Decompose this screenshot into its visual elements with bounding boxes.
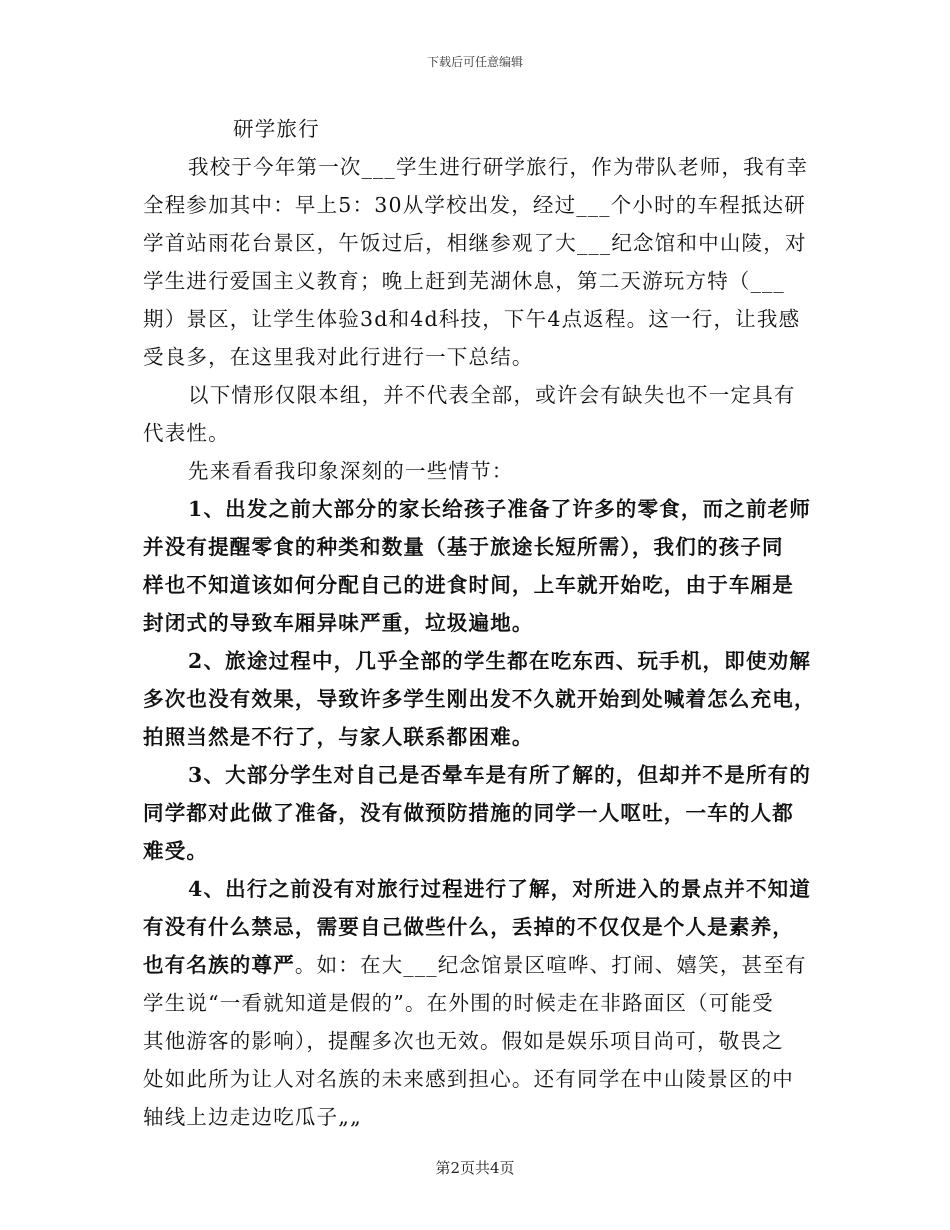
header-note: 下载后可任意编辑 [426, 55, 523, 69]
paragraph-line: 全程参加其中：早上5：30从学校出发，经过___个小时的车程抵达研 [143, 193, 806, 217]
paragraph-line: 样也不知道该如何分配自己的进食时间，上车就开始吃，由于车厢是 [143, 573, 794, 597]
normal-phrase: 。如：在大___纪念馆景区喧哗、打闹、嬉笑，甚至有 [294, 953, 807, 977]
document-body [143, 110, 815, 1136]
paragraph-line: 4、出行之前没有对旅行过程进行了解，对所进入的景点并不知道 [188, 877, 812, 901]
paragraph [143, 452, 815, 490]
paragraph-line: 2、旅途过程中，几乎全部的学生都在吃东西、玩手机，即使劝解 [188, 649, 812, 673]
paragraph [143, 148, 815, 376]
paragraph-line: 有没有什么禁忌，需要自己做些什么，丢掉的不仅仅是个人是素养， [143, 915, 794, 939]
document-title [143, 110, 815, 148]
paragraph-line: 难受。 [143, 839, 209, 863]
paragraph-line: 拍照当然是不行了，与家人联系都困难。 [143, 725, 534, 749]
paragraph-line: 学生进行爱国主义教育；晚上赶到芜湖休息，第二天游玩方特（___ [143, 269, 785, 293]
page-footer: 第2页共4页 [435, 1159, 515, 1177]
paragraph-line: 多次也没有效果，导致许多学生刚出发不久就开始到处喊着怎么充电， [143, 687, 816, 711]
paragraph-4 [143, 870, 815, 1136]
paragraph-line: 3、大部分学生对自己是否晕车是有所了解的，但却并不是所有的 [188, 763, 812, 787]
paragraph-line: 并没有提醒零食的种类和数量（基于旅途长短所需），我们的孩子同 [143, 535, 784, 559]
paragraph-line: 我校于今年第一次___学生进行研学旅行，作为带队老师，我有幸 [188, 155, 809, 179]
paragraph-line: 代表性。 [143, 421, 230, 445]
paragraph-line: 学首站雨花台景区，午饭过后，相继参观了大___纪念馆和中山陵，对 [143, 231, 807, 255]
paragraph-line: 以下情形仅限本组，并不代表全部，或许会有缺失也不一定具有 [188, 383, 796, 407]
paragraph [143, 756, 815, 870]
paragraph-list [143, 148, 815, 870]
paragraph-line: 其他游客的影响），提醒多次也无效。假如是娱乐项目尚可，敬畏之 [143, 1029, 784, 1053]
paragraph [143, 376, 815, 452]
paragraph-line: 轴线上边走边吃瓜子„„ [143, 1105, 362, 1129]
paragraph-line: 期）景区，让学生体验3d和4d科技，下午4点返程。这一行，让我感 [143, 307, 801, 331]
bold-phrase: 也有名族的尊严 [143, 953, 295, 977]
paragraph-line: 同学都对此做了准备，没有做预防措施的同学一人呕吐，一车的人都 [143, 801, 794, 825]
paragraph-line [143, 946, 815, 984]
paragraph-line: 1、出发之前大部分的家长给孩子准备了许多的零食，而之前老师 [188, 497, 812, 521]
title-text: 研学旅行 [233, 117, 320, 141]
paragraph-line: 处如此所为让人对名族的未来感到担心。还有同学在中山陵景区的中 [143, 1067, 794, 1091]
paragraph-line: 先来看看我印象深刻的一些情节： [188, 459, 514, 483]
paragraph [143, 642, 815, 756]
paragraph [143, 490, 815, 642]
paragraph-line: 受良多，在这里我对此行进行一下总结。 [143, 345, 534, 369]
paragraph-line: 封闭式的导致车厢异味严重，垃圾遍地。 [143, 611, 534, 635]
paragraph-line: 学生说“一看就知道是假的”。在外围的时候走在非路面区（可能受 [143, 991, 774, 1015]
